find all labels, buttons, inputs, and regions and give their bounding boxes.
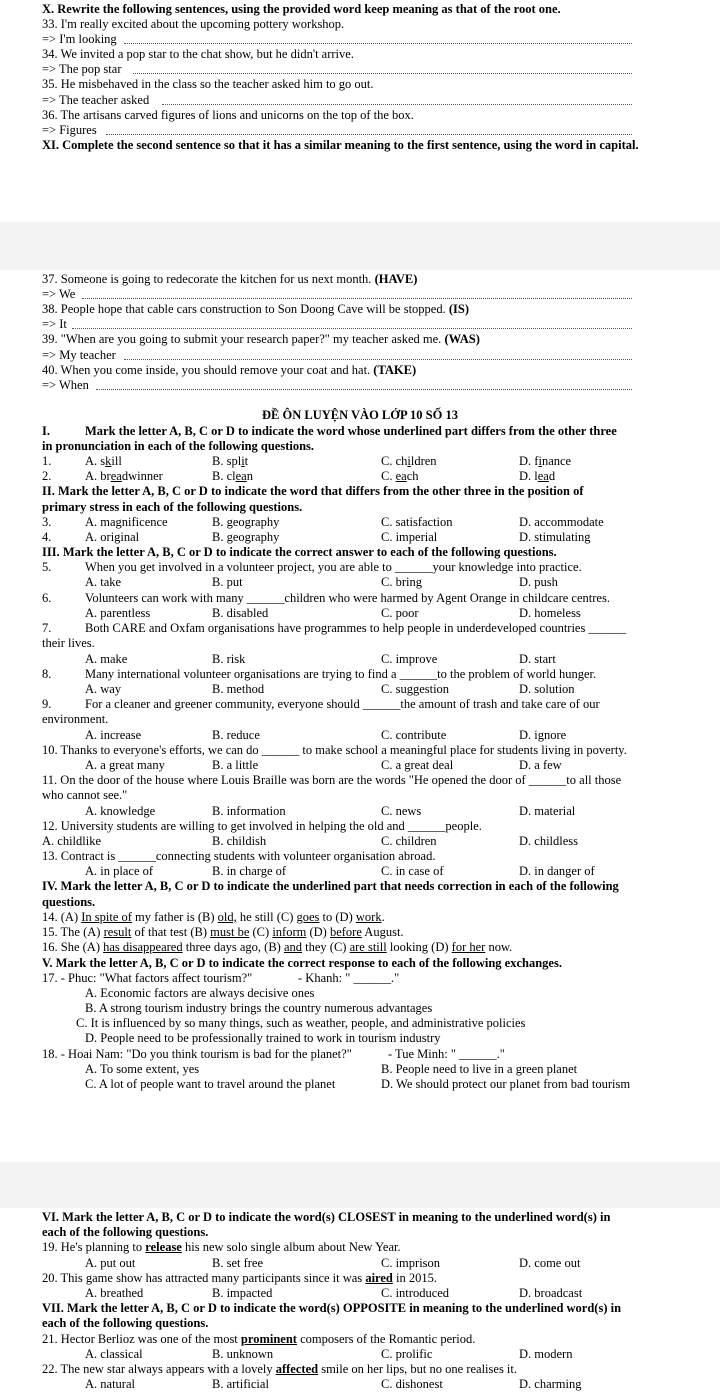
q2-num: 2. xyxy=(42,469,52,483)
q37-answer-line[interactable] xyxy=(82,298,632,299)
q22-stem: 22. The new star always appears with a lovely affected smile on her lips, but no one realises it. xyxy=(42,1362,518,1376)
section-vii-title: VII. Mark the letter A, B, C or D to indicate the word(s) OPPOSITE in meaning to the underlined word(s) in xyxy=(42,1301,622,1315)
q21-option-d[interactable]: D. modern xyxy=(519,1347,573,1361)
q20-option-a[interactable]: A. breathed xyxy=(85,1286,144,1300)
q6-option-c[interactable]: C. poor xyxy=(381,606,419,620)
section-x-title: X. Rewrite the following sentences, using the provided word keep meaning as that of the root one. xyxy=(42,2,561,16)
q34-answer-label: => The pop star xyxy=(42,62,122,76)
q18-stem: 18. - Hoai Nam: "Do you think tourism is bad for the planet?" xyxy=(42,1047,352,1061)
q37-text: 37. Someone is going to redecorate the kitchen for us next month. (HAVE) xyxy=(42,272,418,286)
q19-option-a[interactable]: A. put out xyxy=(85,1256,136,1270)
q17-option-d[interactable]: D. People need to be professionally trained to work in tourism industry xyxy=(85,1031,441,1045)
q34-text: 34. We invited a pop star to the chat show, but he didn't arrive. xyxy=(42,47,354,61)
q8-stem: Many international volunteer organisations are trying to find a ______to the problem of world hunger. xyxy=(85,667,597,681)
q40-text: 40. When you come inside, you should remove your coat and hat. (TAKE) xyxy=(42,363,417,377)
q2-option-b[interactable]: B. clean xyxy=(212,469,253,483)
q14-text: 14. (A) In spite of my father is (B) old, he still (C) goes to (D) work. xyxy=(42,910,385,924)
q18-stem-b: - Tue Minh: " ______." xyxy=(388,1047,505,1061)
q2-option-d[interactable]: D. lead xyxy=(519,469,556,483)
q12-option-b[interactable]: B. childish xyxy=(212,834,267,848)
q33-text: 33. I'm really excited about the upcoming pottery workshop. xyxy=(42,17,345,31)
q3-option-a[interactable]: A. magnificence xyxy=(85,515,168,529)
q36-answer-label: => Figures xyxy=(42,123,97,137)
q18-option-a[interactable]: A. To some extent, yes xyxy=(85,1062,200,1076)
q19-stem: 19. He's planning to release his new solo single album about New Year. xyxy=(42,1240,401,1254)
q10-stem: 10. Thanks to everyone's efforts, we can do ______ to make school a meaningful place for students living in poverty. xyxy=(42,743,627,757)
section-iv-title-2: questions. xyxy=(42,895,96,909)
q5-option-c[interactable]: C. bring xyxy=(381,575,422,589)
q6-option-b[interactable]: B. disabled xyxy=(212,606,269,620)
q9-stem-2: environment. xyxy=(42,712,109,726)
q1-num: 1. xyxy=(42,454,52,468)
q9-option-a[interactable]: A. increase xyxy=(85,728,142,742)
q20-option-b[interactable]: B. impacted xyxy=(212,1286,273,1300)
q1-option-a[interactable]: A. skill xyxy=(85,454,122,468)
q12-option-a[interactable]: A. childlike xyxy=(42,834,102,848)
q4-option-c[interactable]: C. imperial xyxy=(381,530,438,544)
section-vi-title-2: each of the following questions. xyxy=(42,1225,209,1239)
q21-option-c[interactable]: C. prolific xyxy=(381,1347,433,1361)
q6-option-a[interactable]: A. parentless xyxy=(85,606,151,620)
q39-answer-line[interactable] xyxy=(124,359,632,360)
q21-option-a[interactable]: A. classical xyxy=(85,1347,143,1361)
q6-option-d[interactable]: D. homeless xyxy=(519,606,581,620)
q10-option-d[interactable]: D. a few xyxy=(519,758,562,772)
section-iii-title: III. Mark the letter A, B, C or D to indicate the correct answer to each of the following questions. xyxy=(42,545,557,559)
q5-option-d[interactable]: D. push xyxy=(519,575,558,589)
q7-option-d[interactable]: D. start xyxy=(519,652,556,666)
q2-option-c[interactable]: C. each xyxy=(381,469,419,483)
q19-option-b[interactable]: B. set free xyxy=(212,1256,264,1270)
q11-stem-2: who cannot see." xyxy=(42,788,128,802)
q1-option-c[interactable]: C. children xyxy=(381,454,437,468)
page-gap-2 xyxy=(0,1162,720,1208)
q3-option-c[interactable]: C. satisfaction xyxy=(381,515,453,529)
q13-option-d[interactable]: D. in danger of xyxy=(519,864,595,878)
q33-answer-line[interactable] xyxy=(124,43,632,44)
q1-option-d[interactable]: D. finance xyxy=(519,454,572,468)
q22-option-b[interactable]: B. artificial xyxy=(212,1377,269,1391)
q6-num: 6. xyxy=(42,591,52,605)
section-xi-title: XI. Complete the second sentence so that it has a similar meaning to the first sentence, using the word in capital. xyxy=(42,138,639,152)
q7-option-b[interactable]: B. risk xyxy=(212,652,246,666)
section-i-num: I. xyxy=(42,424,50,438)
q21-option-b[interactable]: B. unknown xyxy=(212,1347,274,1361)
q7-option-a[interactable]: A. make xyxy=(85,652,128,666)
q13-option-c[interactable]: C. in case of xyxy=(381,864,444,878)
q2-option-a[interactable]: A. breadwinner xyxy=(85,469,163,483)
section-vi-title: VI. Mark the letter A, B, C or D to indicate the word(s) CLOSEST in meaning to the underlined word(s) in xyxy=(42,1210,611,1224)
q20-option-c[interactable]: C. introduced xyxy=(381,1286,450,1300)
section-i-title-2: in pronunciation in each of the following questions. xyxy=(42,439,315,453)
section-i-title: Mark the letter A, B, C or D to indicate the word whose underlined part differs from the other three xyxy=(85,424,617,438)
q5-stem: When you get involved in a volunteer project, you are able to ______your knowledge into practice. xyxy=(85,560,582,574)
q17-option-a[interactable]: A. Economic factors are always decisive ones xyxy=(85,986,315,1000)
q17-stem: 17. - Phuc: "What factors affect tourism?" xyxy=(42,971,253,985)
q20-option-d[interactable]: D. broadcast xyxy=(519,1286,583,1300)
section-ii-title-2: primary stress in each of the following questions. xyxy=(42,500,303,514)
q38-text: 38. People hope that cable cars construction to Son Doong Cave will be stopped. (IS) xyxy=(42,302,470,316)
q22-option-c[interactable]: C. dishonest xyxy=(381,1377,443,1391)
section-v-title: V. Mark the letter A, B, C or D to indicate the correct response to each of the following exchanges. xyxy=(42,956,562,970)
q18-option-d[interactable]: D. We should protect our planet from bad tourism xyxy=(381,1077,631,1091)
q8-option-a[interactable]: A. way xyxy=(85,682,122,696)
q8-option-c[interactable]: C. suggestion xyxy=(381,682,450,696)
q39-text: 39. "When are you going to submit your research paper?" my teacher asked me. (WAS) xyxy=(42,332,480,346)
q10-option-c[interactable]: C. a great deal xyxy=(381,758,454,772)
q33-answer-label: => I'm looking xyxy=(42,32,117,46)
q7-stem: Both CARE and Oxfam organisations have programmes to help people in underdeveloped countries ______ xyxy=(85,621,626,635)
q22-option-d[interactable]: D. charming xyxy=(519,1377,582,1391)
q13-option-a[interactable]: A. in place of xyxy=(85,864,154,878)
q19-option-d[interactable]: D. come out xyxy=(519,1256,581,1270)
q12-option-c[interactable]: C. children xyxy=(381,834,437,848)
q38-answer-label: => It xyxy=(42,317,67,331)
q13-option-b[interactable]: B. in charge of xyxy=(212,864,287,878)
q8-num: 8. xyxy=(42,667,52,681)
q8-option-d[interactable]: D. solution xyxy=(519,682,575,696)
q17-option-b[interactable]: B. A strong tourism industry brings the country numerous advantages xyxy=(85,1001,433,1015)
q11-stem: 11. On the door of the house where Louis Braille was born are the words "He opened the door of ______to all those xyxy=(42,773,622,787)
q22-option-a[interactable]: A. natural xyxy=(85,1377,135,1391)
q10-option-b[interactable]: B. a little xyxy=(212,758,259,772)
q19-option-c[interactable]: C. imprison xyxy=(381,1256,441,1270)
q15-text: 15. The (A) result of that test (B) must be (C) inform (D) before August. xyxy=(42,925,404,939)
page-gap xyxy=(0,222,720,270)
q9-stem: For a cleaner and greener community, everyone should ______the amount of trash and take care of our xyxy=(85,697,600,711)
q35-text: 35. He misbehaved in the class so the teacher asked him to go out. xyxy=(42,77,374,91)
q35-answer-line[interactable] xyxy=(162,104,632,105)
q36-text: 36. The artisans carved figures of lions and unicorns on the top of the box. xyxy=(42,108,414,122)
q11-option-d[interactable]: D. material xyxy=(519,804,576,818)
q17-stem-b: - Khanh: " ______." xyxy=(298,971,400,985)
q20-stem: 20. This game show has attracted many participants since it was aired in 2015. xyxy=(42,1271,437,1285)
page-2 xyxy=(0,270,720,1162)
section-vii-title-2: each of the following questions. xyxy=(42,1316,209,1330)
q5-option-b[interactable]: B. put xyxy=(212,575,243,589)
q1-option-b[interactable]: B. split xyxy=(212,454,249,468)
q35-answer-label: => The teacher asked xyxy=(42,93,150,107)
q7-num: 7. xyxy=(42,621,52,635)
q39-answer-label: => My teacher xyxy=(42,348,116,362)
q18-option-b[interactable]: B. People need to live in a green planet xyxy=(381,1062,578,1076)
q40-answer-label: => When xyxy=(42,378,89,392)
q13-stem: 13. Contract is ______connecting students with volunteer organisation abroad. xyxy=(42,849,436,863)
q11-option-a[interactable]: A. knowledge xyxy=(85,804,156,818)
q21-stem: 21. Hector Berlioz was one of the most prominent composers of the Romantic period. xyxy=(42,1332,476,1346)
q11-option-c[interactable]: C. news xyxy=(381,804,422,818)
q5-option-a[interactable]: A. take xyxy=(85,575,122,589)
q9-option-b[interactable]: B. reduce xyxy=(212,728,260,742)
q5-num: 5. xyxy=(42,560,52,574)
q34-answer-line[interactable] xyxy=(133,73,632,74)
q9-option-c[interactable]: C. contribute xyxy=(381,728,447,742)
q37-answer-label: => We xyxy=(42,287,76,301)
exam-title: ĐỀ ÔN LUYỆN VÀO LỚP 10 SỐ 13 xyxy=(262,408,458,422)
q4-option-d[interactable]: D. stimulating xyxy=(519,530,591,544)
q4-option-a[interactable]: A. original xyxy=(85,530,140,544)
q11-option-b[interactable]: B. information xyxy=(212,804,286,818)
q6-stem: Volunteers can work with many ______children who were harmed by Agent Orange in childcare centres. xyxy=(85,591,610,605)
q4-num: 4. xyxy=(42,530,52,544)
section-ii-title: II. Mark the letter A, B, C or D to indicate the word that differs from the other three in the position of xyxy=(42,484,584,498)
page-3 xyxy=(0,1208,720,1394)
q36-answer-line[interactable] xyxy=(106,134,632,135)
q12-stem: 12. University students are willing to get involved in helping the old and ______people. xyxy=(42,819,482,833)
q9-num: 9. xyxy=(42,697,52,711)
q3-option-d[interactable]: D. accommodate xyxy=(519,515,604,529)
q18-option-c[interactable]: C. A lot of people want to travel around the planet xyxy=(85,1077,336,1091)
q3-num: 3. xyxy=(42,515,52,529)
page-1 xyxy=(0,0,720,222)
q10-option-a[interactable]: A. a great many xyxy=(85,758,165,772)
q12-option-d[interactable]: D. childless xyxy=(519,834,579,848)
q7-stem-2: their lives. xyxy=(42,636,95,650)
q40-answer-line[interactable] xyxy=(96,389,632,390)
q8-option-b[interactable]: B. method xyxy=(212,682,265,696)
q9-option-d[interactable]: D. ignore xyxy=(519,728,567,742)
q3-option-b[interactable]: B. geography xyxy=(212,515,280,529)
q7-option-c[interactable]: C. improve xyxy=(381,652,438,666)
q4-option-b[interactable]: B. geography xyxy=(212,530,280,544)
q16-text: 16. She (A) has disappeared three days ago, (B) and they (C) are still looking (D) for her now. xyxy=(42,940,513,954)
q38-answer-line[interactable] xyxy=(72,328,632,329)
q17-option-c[interactable]: C. It is influenced by so many things, such as weather, people, and administrative policies xyxy=(76,1016,526,1030)
section-iv-title: IV. Mark the letter A, B, C or D to indicate the underlined part that needs correction in each of the following xyxy=(42,879,619,893)
